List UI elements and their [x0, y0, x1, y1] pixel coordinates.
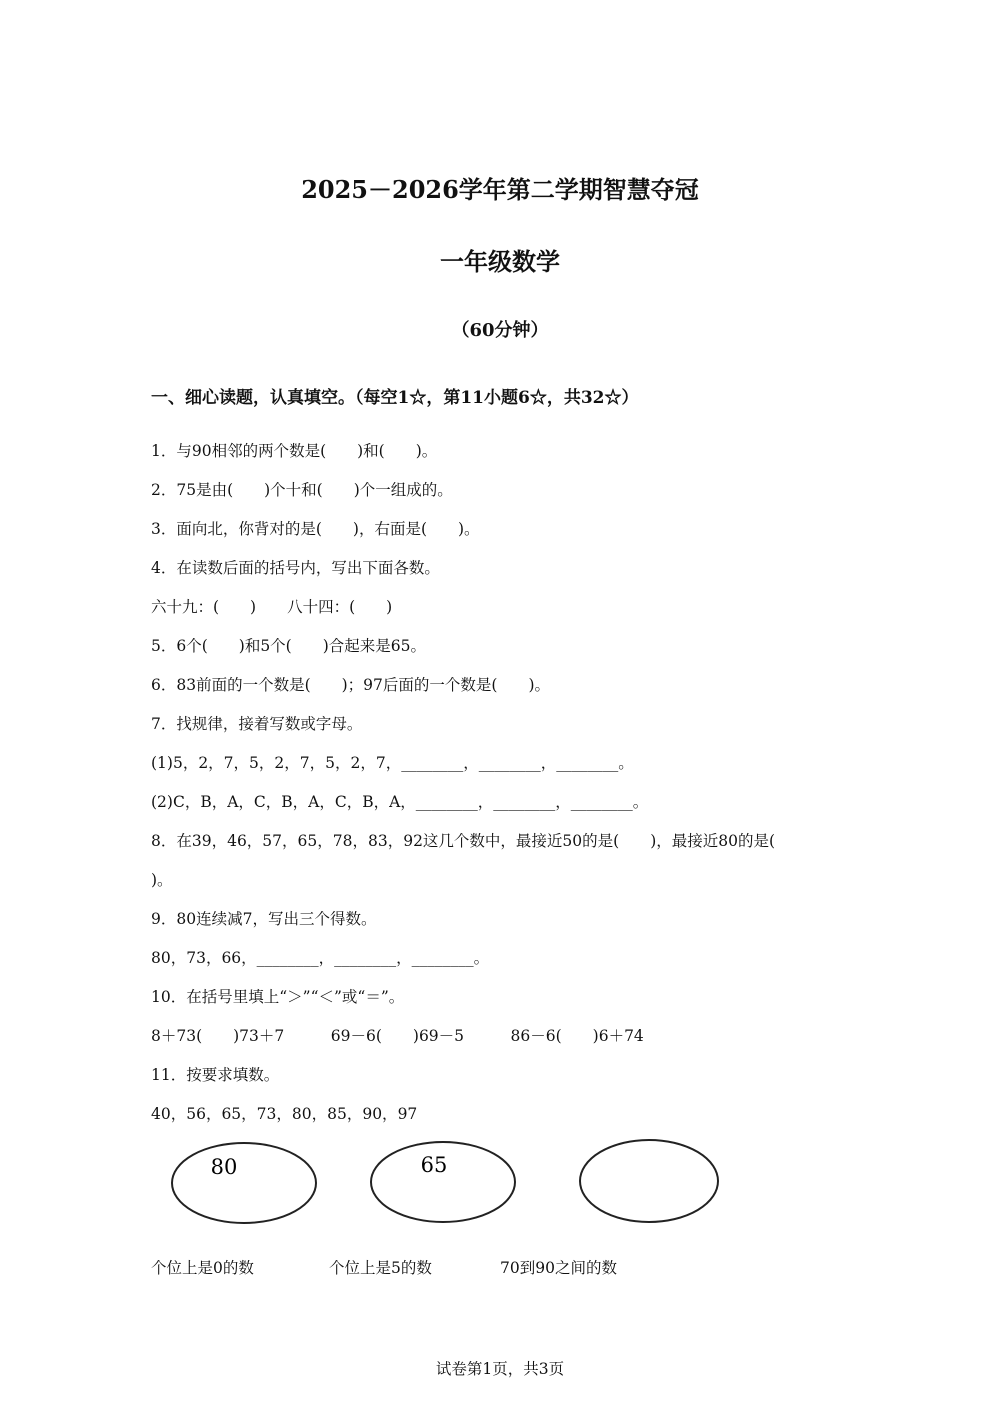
- question-line: (2)C，B，A，C，B，A，C，B，A，________，________，________。: [151, 793, 649, 811]
- answer-circles: [0, 1130, 1000, 1235]
- question-line: 7．找规律，接着写数或字母。: [151, 715, 363, 733]
- answer-circle-3[interactable]: [580, 1140, 718, 1222]
- question-line: 8．在39，46，57，65，78，83，92这几个数中，最接近50的是( )，最接近80的是(: [151, 832, 776, 850]
- question-line: 8＋73( )73＋7 69－6( )69－5 86－6( )6＋74: [151, 1027, 644, 1045]
- circle-number: 65: [420, 1153, 448, 1177]
- answer-circle-2[interactable]: [371, 1142, 515, 1222]
- exam-title: 2025－2026学年第二学期智慧夺冠: [301, 175, 699, 204]
- answer-circle-1[interactable]: [172, 1143, 316, 1223]
- circle-label: 个位上是5的数: [329, 1259, 432, 1277]
- question-line: 40，56，65，73，80，85，90，97: [151, 1105, 418, 1123]
- grade-subject-title: 一年级数学: [440, 247, 560, 276]
- question-line: 六十九：( ) 八十四：( ): [151, 598, 393, 616]
- question-line: 4．在读数后面的括号内，写出下面各数。: [151, 559, 440, 577]
- question-line: 6．83前面的一个数是( )；97后面的一个数是( )。: [151, 676, 550, 694]
- question-line: 11．按要求填数。: [151, 1066, 280, 1084]
- circle-label: 70到90之间的数: [500, 1259, 617, 1277]
- question-line: 3．面向北，你背对的是( )，右面是( )。: [151, 520, 480, 538]
- question-line: 5．6个( )和5个( )合起来是65。: [151, 637, 426, 655]
- question-line: )。: [151, 871, 173, 889]
- exam-duration: （60分钟）: [451, 320, 549, 341]
- question-line: 10．在括号里填上“＞”“＜”或“＝”。: [151, 988, 405, 1006]
- question-line: 1．与90相邻的两个数是( )和( )。: [151, 442, 438, 460]
- question-line: 2．75是由( )个十和( )个一组成的。: [151, 481, 453, 499]
- circle-label: 个位上是0的数: [151, 1259, 254, 1277]
- section-heading: 一、细心读题，认真填空。（每空1☆，第11小题6☆，共32☆）: [151, 388, 639, 408]
- page-footer: 试卷第1页，共3页: [435, 1360, 565, 1378]
- question-line: 9．80连续减7，写出三个得数。: [151, 910, 377, 928]
- circle-number: 80: [210, 1155, 238, 1179]
- question-line: 80，73，66，________，________，________。: [151, 949, 490, 967]
- question-line: (1)5，2，7，5，2，7，5，2，7，________，________，________。: [151, 754, 634, 772]
